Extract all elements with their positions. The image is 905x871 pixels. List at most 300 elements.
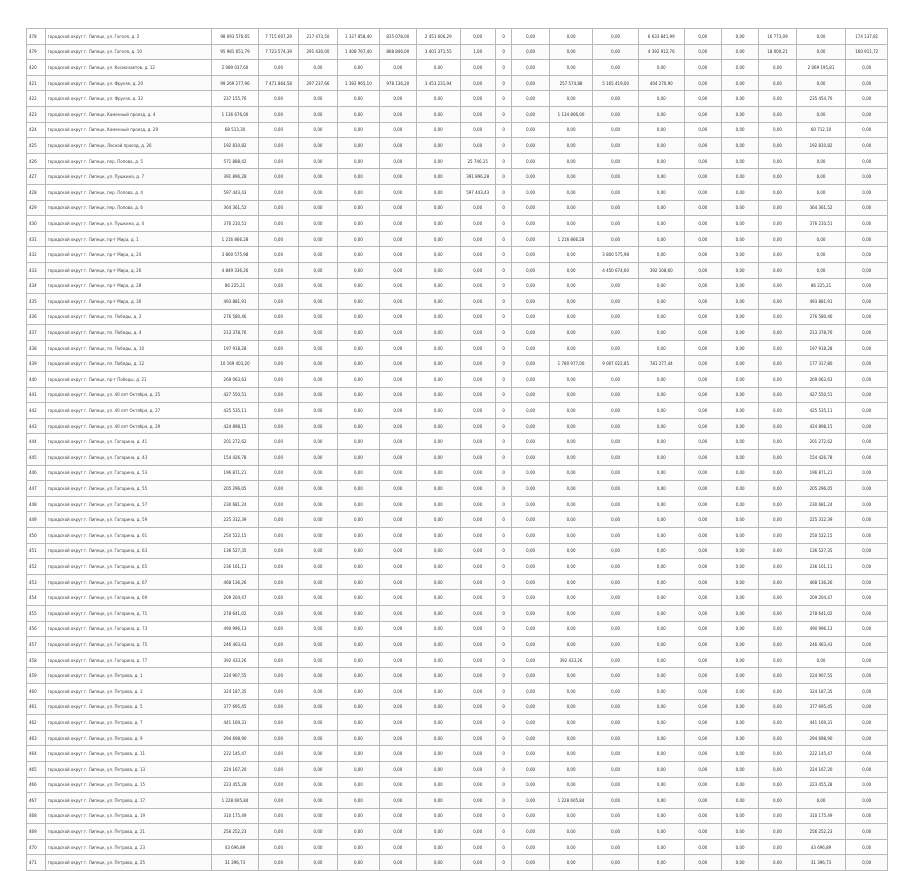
value-cell: 0,00 bbox=[259, 683, 298, 699]
value-cell: 0,00 bbox=[638, 761, 684, 777]
value-cell: 0,00 bbox=[684, 855, 721, 871]
value-cell: 0,00 bbox=[638, 746, 684, 762]
value-cell: 0,00 bbox=[259, 855, 298, 871]
value-cell: 2 089 037,60 bbox=[211, 60, 259, 76]
value-cell: 0,00 bbox=[846, 231, 888, 247]
value-cell: 0,00 bbox=[721, 621, 758, 637]
value-cell: 86 225,21 bbox=[796, 278, 846, 294]
value-cell: 0,00 bbox=[593, 153, 639, 169]
value-cell: 0,00 bbox=[684, 418, 721, 434]
value-cell: 0,00 bbox=[549, 855, 593, 871]
value-cell: 0,00 bbox=[846, 106, 888, 122]
value-cell: 0,00 bbox=[512, 325, 549, 341]
value-cell: 0,00 bbox=[638, 496, 684, 512]
value-cell: 0,00 bbox=[298, 590, 337, 606]
value-cell: 0,00 bbox=[638, 91, 684, 107]
value-cell: 0,00 bbox=[593, 590, 639, 606]
value-cell: 0,00 bbox=[638, 231, 684, 247]
value-cell: 0,00 bbox=[549, 294, 593, 310]
table-row bbox=[27, 387, 888, 403]
address-cell: городской округ г. Липецк, пл. Победы, д. 12 bbox=[45, 356, 211, 372]
value-cell: 0,00 bbox=[549, 559, 593, 575]
value-cell: 364 361,52 bbox=[796, 200, 846, 216]
value-cell: 0,00 bbox=[759, 247, 796, 263]
value-cell: 0,00 bbox=[338, 91, 379, 107]
value-cell: 0,00 bbox=[638, 465, 684, 481]
address-cell: городской округ г. Липецк, ул. Фрунзе, д. 32 bbox=[45, 91, 211, 107]
value-cell: 0,00 bbox=[721, 169, 758, 185]
value-cell: 2 069 195,81 bbox=[796, 60, 846, 76]
table-row bbox=[27, 668, 888, 684]
value-cell: 0,00 bbox=[460, 574, 495, 590]
value-cell: 0,00 bbox=[593, 294, 639, 310]
table-row bbox=[27, 761, 888, 777]
row-number-cell: 429 bbox=[27, 200, 46, 216]
value-cell: 0,00 bbox=[338, 122, 379, 138]
row-number-cell: 423 bbox=[27, 106, 46, 122]
value-cell: 0,00 bbox=[759, 855, 796, 871]
address-cell: городской округ г. Липецк, ул. Гагарина, д. 67 bbox=[45, 574, 211, 590]
value-cell: 0,00 bbox=[460, 278, 495, 294]
address-cell: городской округ г. Липецк, ул. Гоголя, д. 10 bbox=[45, 44, 211, 60]
value-cell: 0,00 bbox=[684, 262, 721, 278]
value-cell: 222 145,47 bbox=[211, 746, 259, 762]
value-cell: 0,00 bbox=[460, 465, 495, 481]
value-cell: 0,00 bbox=[684, 465, 721, 481]
value-cell: 0,00 bbox=[684, 777, 721, 793]
value-cell: 0,00 bbox=[259, 262, 298, 278]
value-cell: 0,00 bbox=[416, 372, 460, 388]
value-cell: 0 bbox=[495, 761, 512, 777]
value-cell: 0,00 bbox=[721, 668, 758, 684]
value-cell: 3 800 575,98 bbox=[593, 247, 639, 263]
value-cell: 0,00 bbox=[684, 138, 721, 154]
value-cell: 0,00 bbox=[721, 559, 758, 575]
row-number-cell: 433 bbox=[27, 262, 46, 278]
value-cell: 0,00 bbox=[593, 184, 639, 200]
value-cell: 0,00 bbox=[298, 403, 337, 419]
value-cell: 0,00 bbox=[512, 450, 549, 466]
value-cell: 0,00 bbox=[684, 559, 721, 575]
value-cell: 0,00 bbox=[460, 590, 495, 606]
value-cell: 43 696,89 bbox=[796, 839, 846, 855]
value-cell: 0,00 bbox=[416, 122, 460, 138]
row-number-cell: 457 bbox=[27, 637, 46, 653]
value-cell: 0,00 bbox=[846, 434, 888, 450]
value-cell: 0,00 bbox=[512, 637, 549, 653]
value-cell: 0,00 bbox=[549, 730, 593, 746]
value-cell: 0,00 bbox=[721, 309, 758, 325]
value-cell: 60 712,10 bbox=[796, 122, 846, 138]
value-cell: 0,00 bbox=[259, 574, 298, 590]
address-cell: городской округ г. Липецк, ул. Петрова, д. 1 bbox=[45, 668, 211, 684]
value-cell: 0,00 bbox=[759, 528, 796, 544]
value-cell: 0,00 bbox=[259, 309, 298, 325]
value-cell: 0,00 bbox=[460, 637, 495, 653]
address-cell: городской округ г. Липецк, пл. Победы, д. 2 bbox=[45, 309, 211, 325]
value-cell: 0,00 bbox=[259, 824, 298, 840]
table-row bbox=[27, 340, 888, 356]
address-cell: городской округ г. Липецк, пер. Попова, д. 6 bbox=[45, 200, 211, 216]
value-cell: 0,00 bbox=[759, 496, 796, 512]
table-row bbox=[27, 231, 888, 247]
value-cell: 0,00 bbox=[549, 450, 593, 466]
value-cell: 0 bbox=[495, 356, 512, 372]
value-cell: 0,00 bbox=[593, 793, 639, 809]
value-cell: 0,00 bbox=[460, 715, 495, 731]
address-cell: городской округ г. Липецк, ул. Петрова, д. 17 bbox=[45, 793, 211, 809]
value-cell: 0,00 bbox=[512, 855, 549, 871]
value-cell: 0,00 bbox=[379, 528, 416, 544]
value-cell: 424 898,15 bbox=[211, 418, 259, 434]
value-cell: 99 269 277,96 bbox=[211, 75, 259, 91]
value-cell: 0,00 bbox=[759, 372, 796, 388]
value-cell: 0,00 bbox=[298, 465, 337, 481]
value-cell: 0,00 bbox=[549, 543, 593, 559]
address-cell: городской округ г. Липецк, ул. Фрунзе, д. 20 bbox=[45, 75, 211, 91]
value-cell: 0,00 bbox=[512, 231, 549, 247]
value-cell: 597 443,43 bbox=[460, 184, 495, 200]
value-cell: 0,00 bbox=[460, 387, 495, 403]
value-cell: 0,00 bbox=[721, 184, 758, 200]
value-cell: 1 136 676,00 bbox=[211, 106, 259, 122]
value-cell: 0,00 bbox=[759, 325, 796, 341]
value-cell: 0,00 bbox=[846, 543, 888, 559]
value-cell: 0,00 bbox=[416, 138, 460, 154]
row-number-cell: 447 bbox=[27, 481, 46, 497]
value-cell: 0,00 bbox=[416, 746, 460, 762]
value-cell: 0,00 bbox=[721, 777, 758, 793]
value-cell: 224 907,55 bbox=[211, 668, 259, 684]
value-cell: 0,00 bbox=[721, 278, 758, 294]
value-cell: 0,00 bbox=[259, 418, 298, 434]
value-cell: 0,00 bbox=[684, 481, 721, 497]
value-cell: 0,00 bbox=[298, 761, 337, 777]
value-cell: 0,00 bbox=[684, 496, 721, 512]
value-cell: 217 473,50 bbox=[298, 29, 337, 45]
value-cell: 0,00 bbox=[721, 340, 758, 356]
row-number-cell: 432 bbox=[27, 247, 46, 263]
value-cell: 0,00 bbox=[721, 44, 758, 60]
value-cell: 0 bbox=[495, 278, 512, 294]
address-cell: городской округ г. Липецк, ул. Гагарина, д. 71 bbox=[45, 605, 211, 621]
value-cell: 0,00 bbox=[379, 839, 416, 855]
value-cell: 0,00 bbox=[416, 683, 460, 699]
value-cell: 0,00 bbox=[549, 590, 593, 606]
value-cell: 0,00 bbox=[796, 106, 846, 122]
value-cell: 0,00 bbox=[846, 75, 888, 91]
value-cell: 0,00 bbox=[796, 169, 846, 185]
address-cell: городской округ г. Липецк, ул. Петрова, д. 13 bbox=[45, 761, 211, 777]
value-cell: 0,00 bbox=[549, 808, 593, 824]
value-cell: 0,00 bbox=[416, 543, 460, 559]
value-cell: 0,00 bbox=[796, 247, 846, 263]
value-cell: 0,00 bbox=[460, 481, 495, 497]
value-cell: 391 896,28 bbox=[460, 169, 495, 185]
value-cell: 0,00 bbox=[298, 699, 337, 715]
value-cell: 0,00 bbox=[684, 839, 721, 855]
value-cell: 0,00 bbox=[379, 372, 416, 388]
value-cell: 177 317,80 bbox=[796, 356, 846, 372]
row-number-cell: 430 bbox=[27, 216, 46, 232]
value-cell: 0 bbox=[495, 512, 512, 528]
value-cell: 0,00 bbox=[259, 450, 298, 466]
table-row bbox=[27, 294, 888, 310]
value-cell: 0,00 bbox=[684, 387, 721, 403]
value-cell: 0,00 bbox=[460, 122, 495, 138]
value-cell: 0,00 bbox=[259, 200, 298, 216]
value-cell: 425 535,11 bbox=[211, 403, 259, 419]
value-cell: 230 681,24 bbox=[211, 496, 259, 512]
value-cell: 0,00 bbox=[298, 294, 337, 310]
value-cell: 0,00 bbox=[512, 44, 549, 60]
value-cell: 0,00 bbox=[416, 153, 460, 169]
value-cell: 0,00 bbox=[846, 637, 888, 653]
value-cell: 0,00 bbox=[638, 590, 684, 606]
value-cell: 230 681,24 bbox=[796, 496, 846, 512]
table-row bbox=[27, 808, 888, 824]
value-cell: 0,00 bbox=[416, 403, 460, 419]
value-cell: 0,00 bbox=[721, 746, 758, 762]
value-cell: 0,00 bbox=[759, 512, 796, 528]
value-cell: 0,00 bbox=[796, 793, 846, 809]
value-cell: 0,00 bbox=[549, 247, 593, 263]
value-cell: 0,00 bbox=[759, 761, 796, 777]
value-cell: 0,00 bbox=[684, 512, 721, 528]
table-row bbox=[27, 434, 888, 450]
value-cell: 31 396,73 bbox=[796, 855, 846, 871]
value-cell: 0,00 bbox=[549, 309, 593, 325]
value-cell: 0,00 bbox=[721, 761, 758, 777]
value-cell: 0,00 bbox=[684, 60, 721, 76]
value-cell: 0,00 bbox=[759, 730, 796, 746]
value-cell: 0,00 bbox=[379, 543, 416, 559]
table-row bbox=[27, 496, 888, 512]
value-cell: 31 396,73 bbox=[211, 855, 259, 871]
value-cell: 0,00 bbox=[416, 481, 460, 497]
value-cell: 294 698,90 bbox=[211, 730, 259, 746]
value-cell: 0,00 bbox=[416, 559, 460, 575]
value-cell: 1 408 767,40 bbox=[338, 44, 379, 60]
value-cell: 0,00 bbox=[721, 216, 758, 232]
value-cell: 0,00 bbox=[593, 777, 639, 793]
value-cell: 0,00 bbox=[379, 278, 416, 294]
address-cell: городской округ г. Липецк, ул. Петрова, д. 19 bbox=[45, 808, 211, 824]
row-number-cell: 465 bbox=[27, 761, 46, 777]
value-cell: 0,00 bbox=[638, 434, 684, 450]
value-cell: 0,00 bbox=[379, 730, 416, 746]
value-cell: 0,00 bbox=[638, 309, 684, 325]
value-cell: 0,00 bbox=[416, 418, 460, 434]
address-cell: городской округ г. Липецк, ул. Гагарина, д. 61 bbox=[45, 528, 211, 544]
value-cell: 0,00 bbox=[338, 356, 379, 372]
value-cell: 0,00 bbox=[338, 777, 379, 793]
value-cell: 310 175,49 bbox=[211, 808, 259, 824]
address-cell: городской округ г. Липецк, пер. Попова, д. 5 bbox=[45, 153, 211, 169]
table-row bbox=[27, 465, 888, 481]
table-row bbox=[27, 372, 888, 388]
value-cell: 0,00 bbox=[549, 60, 593, 76]
value-cell: 441 169,31 bbox=[796, 715, 846, 731]
value-cell: 0,00 bbox=[379, 294, 416, 310]
address-cell: городской округ г. Липецк, пл. Победы, д. 4 bbox=[45, 325, 211, 341]
value-cell: 0,00 bbox=[259, 699, 298, 715]
row-number-cell: 437 bbox=[27, 325, 46, 341]
value-cell: 0,00 bbox=[846, 309, 888, 325]
value-cell: 0,00 bbox=[846, 808, 888, 824]
value-cell: 0,00 bbox=[512, 668, 549, 684]
value-cell: 0,00 bbox=[846, 730, 888, 746]
value-cell: 0,00 bbox=[593, 683, 639, 699]
value-cell: 0,00 bbox=[721, 605, 758, 621]
value-cell: 0,00 bbox=[379, 465, 416, 481]
address-cell: городской округ г. Липецк, пр-т Мира, д. 26 bbox=[45, 262, 211, 278]
value-cell: 0,00 bbox=[379, 184, 416, 200]
value-cell: 0,00 bbox=[460, 761, 495, 777]
value-cell: 0,00 bbox=[298, 574, 337, 590]
value-cell: 0,00 bbox=[796, 75, 846, 91]
table-row bbox=[27, 528, 888, 544]
value-cell: 0,00 bbox=[416, 91, 460, 107]
value-cell: 0,00 bbox=[684, 294, 721, 310]
value-cell: 0,00 bbox=[338, 309, 379, 325]
value-cell: 0,00 bbox=[338, 590, 379, 606]
value-cell: 0,00 bbox=[416, 294, 460, 310]
value-cell: 493 881,91 bbox=[796, 294, 846, 310]
value-cell: 0 bbox=[495, 450, 512, 466]
value-cell: 0,00 bbox=[379, 247, 416, 263]
address-cell: городской округ г. Липецк, ул. 40 лет Октября, д. 25 bbox=[45, 387, 211, 403]
value-cell: 0,00 bbox=[759, 683, 796, 699]
value-cell: 0,00 bbox=[512, 122, 549, 138]
value-cell: 392 433,26 bbox=[211, 652, 259, 668]
value-cell: 297 237,66 bbox=[298, 75, 337, 91]
value-cell: 0,00 bbox=[759, 668, 796, 684]
value-cell: 0 bbox=[495, 605, 512, 621]
address-cell: городской округ г. Липецк, ул. 40 лет Октября, д. 29 bbox=[45, 418, 211, 434]
value-cell: 0,00 bbox=[593, 418, 639, 434]
value-cell: 0,00 bbox=[638, 387, 684, 403]
value-cell: 0,00 bbox=[379, 590, 416, 606]
value-cell: 197 918,28 bbox=[796, 340, 846, 356]
value-cell: 0,00 bbox=[684, 652, 721, 668]
value-cell: 0,00 bbox=[460, 730, 495, 746]
value-cell: 10 169 403,20 bbox=[211, 356, 259, 372]
value-cell: 0 bbox=[495, 699, 512, 715]
value-cell: 0,00 bbox=[512, 387, 549, 403]
value-cell: 0 bbox=[495, 481, 512, 497]
value-cell: 0,00 bbox=[259, 652, 298, 668]
value-cell: 0,00 bbox=[379, 122, 416, 138]
row-number-cell: 463 bbox=[27, 730, 46, 746]
value-cell: 7 723 574,39 bbox=[259, 44, 298, 60]
value-cell: 0,00 bbox=[721, 403, 758, 419]
value-cell: 0 bbox=[495, 29, 512, 45]
value-cell: 0,00 bbox=[721, 481, 758, 497]
value-cell: 0,00 bbox=[379, 793, 416, 809]
value-cell: 0,00 bbox=[259, 512, 298, 528]
value-cell: 0,00 bbox=[549, 824, 593, 840]
value-cell: 0,00 bbox=[460, 91, 495, 107]
value-cell: 0,00 bbox=[338, 528, 379, 544]
value-cell: 0,00 bbox=[721, 138, 758, 154]
value-cell: 0,00 bbox=[638, 699, 684, 715]
value-cell: 815 078,00 bbox=[379, 29, 416, 45]
value-cell: 0,00 bbox=[549, 621, 593, 637]
value-cell: 236 161,11 bbox=[796, 559, 846, 575]
value-cell: 0,00 bbox=[549, 637, 593, 653]
value-cell: 0,00 bbox=[379, 325, 416, 341]
value-cell: 0,00 bbox=[593, 481, 639, 497]
row-number-cell: 440 bbox=[27, 372, 46, 388]
value-cell: 86 225,21 bbox=[211, 278, 259, 294]
value-cell: 0,00 bbox=[549, 839, 593, 855]
value-cell: 0,00 bbox=[379, 153, 416, 169]
value-cell: 0 bbox=[495, 216, 512, 232]
value-cell: 0,00 bbox=[512, 839, 549, 855]
value-cell: 0,00 bbox=[338, 481, 379, 497]
value-cell: 0,00 bbox=[684, 340, 721, 356]
value-cell: 868 846,00 bbox=[379, 44, 416, 60]
value-cell: 0,00 bbox=[416, 590, 460, 606]
value-cell: 0,00 bbox=[259, 761, 298, 777]
value-cell: 0,00 bbox=[338, 637, 379, 653]
address-cell: городской округ г. Липецк, ул. Пушкина, д. 4 bbox=[45, 216, 211, 232]
table-row bbox=[27, 44, 888, 60]
row-number-cell: 469 bbox=[27, 824, 46, 840]
value-cell: 0,00 bbox=[379, 138, 416, 154]
value-cell: 0 bbox=[495, 824, 512, 840]
value-cell: 0,00 bbox=[846, 761, 888, 777]
value-cell: 0,00 bbox=[460, 309, 495, 325]
address-cell: городской округ г. Липецк, Лесной проезд, д. 26 bbox=[45, 138, 211, 154]
value-cell: 0,00 bbox=[721, 730, 758, 746]
value-cell: 0,00 bbox=[759, 169, 796, 185]
value-cell: 0,00 bbox=[721, 465, 758, 481]
value-cell: 0,00 bbox=[638, 184, 684, 200]
value-cell: 257 574,88 bbox=[549, 75, 593, 91]
value-cell: 0,00 bbox=[298, 387, 337, 403]
value-cell: 0,00 bbox=[593, 138, 639, 154]
value-cell: 6 633 841,99 bbox=[638, 29, 684, 45]
value-cell: 0,00 bbox=[846, 605, 888, 621]
value-cell: 0,00 bbox=[338, 668, 379, 684]
value-cell: 0,00 bbox=[416, 528, 460, 544]
value-cell: 0 bbox=[495, 325, 512, 341]
value-cell: 278 641,02 bbox=[211, 605, 259, 621]
value-cell: 0,00 bbox=[593, 29, 639, 45]
value-cell: 256 252,23 bbox=[796, 824, 846, 840]
value-cell: 0,00 bbox=[759, 231, 796, 247]
value-cell: 276 580,46 bbox=[211, 309, 259, 325]
value-cell: 0,00 bbox=[379, 808, 416, 824]
value-cell: 404 270,90 bbox=[638, 75, 684, 91]
table-row bbox=[27, 839, 888, 855]
value-cell: 0,00 bbox=[298, 528, 337, 544]
value-cell: 0,00 bbox=[721, 652, 758, 668]
value-cell: 0,00 bbox=[259, 637, 298, 653]
value-cell: 0,00 bbox=[338, 340, 379, 356]
value-cell: 0,00 bbox=[759, 574, 796, 590]
value-cell: 0,00 bbox=[593, 372, 639, 388]
value-cell: 0 bbox=[495, 403, 512, 419]
value-cell: 0,00 bbox=[759, 450, 796, 466]
value-cell: 0,00 bbox=[593, 106, 639, 122]
value-cell: 0,00 bbox=[759, 106, 796, 122]
value-cell: 0,00 bbox=[796, 184, 846, 200]
value-cell: 0,00 bbox=[684, 434, 721, 450]
value-cell: 0,00 bbox=[549, 512, 593, 528]
